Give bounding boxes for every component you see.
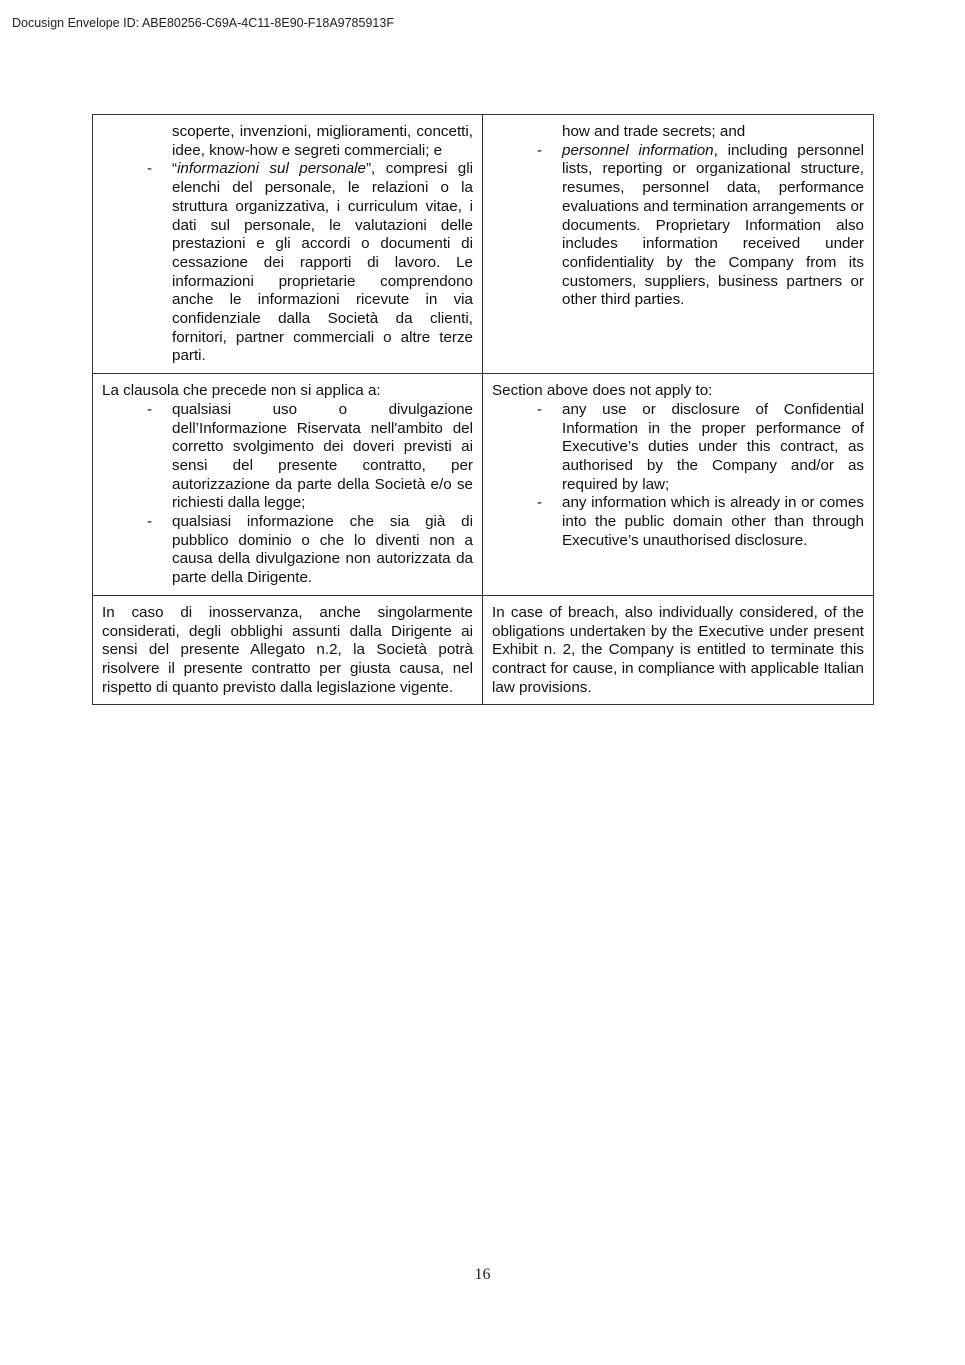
list-item: - any information which is already in or comes into the public domain other than through Executive’s unauthorised disclosure. [492,494,864,550]
list-item [102,160,473,366]
table-row [93,595,874,705]
continuation-text: how and trade secrets; and [562,123,746,140]
continuation-text: scoperte, invenzioni, miglioramenti, concetti, idee, know-how e segreti commerciali; e [172,123,473,159]
item-text: , including personnel lists, reporting or organizational structure, resumes, personnel data, performance evaluations and termination arrangements or documents. Proprietary Information also includes information received under confidentiality by the Company from its customers, suppliers, business partners or other third parties. [562,141,864,309]
item-text: ”, compresi gli elenchi del personale, le relazioni o la struttura organizzativa, i curriculum vitae, i dati sul personale, le valutazioni delle prestazioni e gli accordi o documenti di cessazione dei rapporti di lavoro. Le informazioni proprietarie comprendono anche le informazioni ricevute in via confidenziale dalla Società da clienti, fornitori, partner commerciali o altre terze parti. [172,160,473,365]
english-cell [483,595,874,705]
breach-clause: In case of breach, also individually considered, of the obligations undertaken by the Executive under present Exhibit n. 2, the Company is entitled to terminate this contract for cause, in compliance with applicable Italian law provisions. [492,603,864,696]
page-number: 16 [474,1266,491,1283]
english-cell [483,115,874,374]
italian-cell [93,595,483,705]
envelope-id: Docusign Envelope ID: ABE80256-C69A-4C11-8E90-F18A9785913F [12,16,394,30]
bilingual-clauses-table [92,114,874,705]
list-item: - qualsiasi informazione che sia già di pubblico dominio o che lo diventi non a causa della divulgazione non autorizzata da parte della Dirigente. [102,513,473,588]
italian-cell [93,374,483,596]
breach-clause: In caso di inosservanza, anche singolarmente considerati, degli obblighi assunti dalla Dirigente ai sensi del presente Allegato n.2, la Società potrà risolvere il presente contratto per giusta causa, nel rispetto di quanto previsto dalla legislazione vigente. [102,603,473,696]
table-row [93,115,874,374]
list-item [492,142,864,310]
clause-intro: Section above does not apply to: [492,382,713,400]
bullet-list [102,401,473,588]
item-term: personnel information [562,141,714,159]
bullet-list [102,160,473,366]
table-row [93,374,874,596]
open-quote: “ [172,160,178,178]
item-term: informazioni sul personale [177,160,366,178]
italian-cell [93,115,483,374]
list-item: - any use or disclosure of Confidential Information in the proper performance of Executive’s duties under this contract, as authorised by the Company and/or as required by law; [492,401,864,495]
clause-intro: La clausola che precede non si applica a: [102,382,381,400]
bullet-list [492,142,864,310]
bullet-list [492,401,864,551]
list-item: - qualsiasi uso o divulgazione dell’Informazione Riservata nell'ambito del corretto svolgimento dei doveri previsti ai sensi del presente contratto, per autorizzazione da parte della Società e/o se richiesti dalla legge; [102,401,473,513]
english-cell [483,374,874,596]
